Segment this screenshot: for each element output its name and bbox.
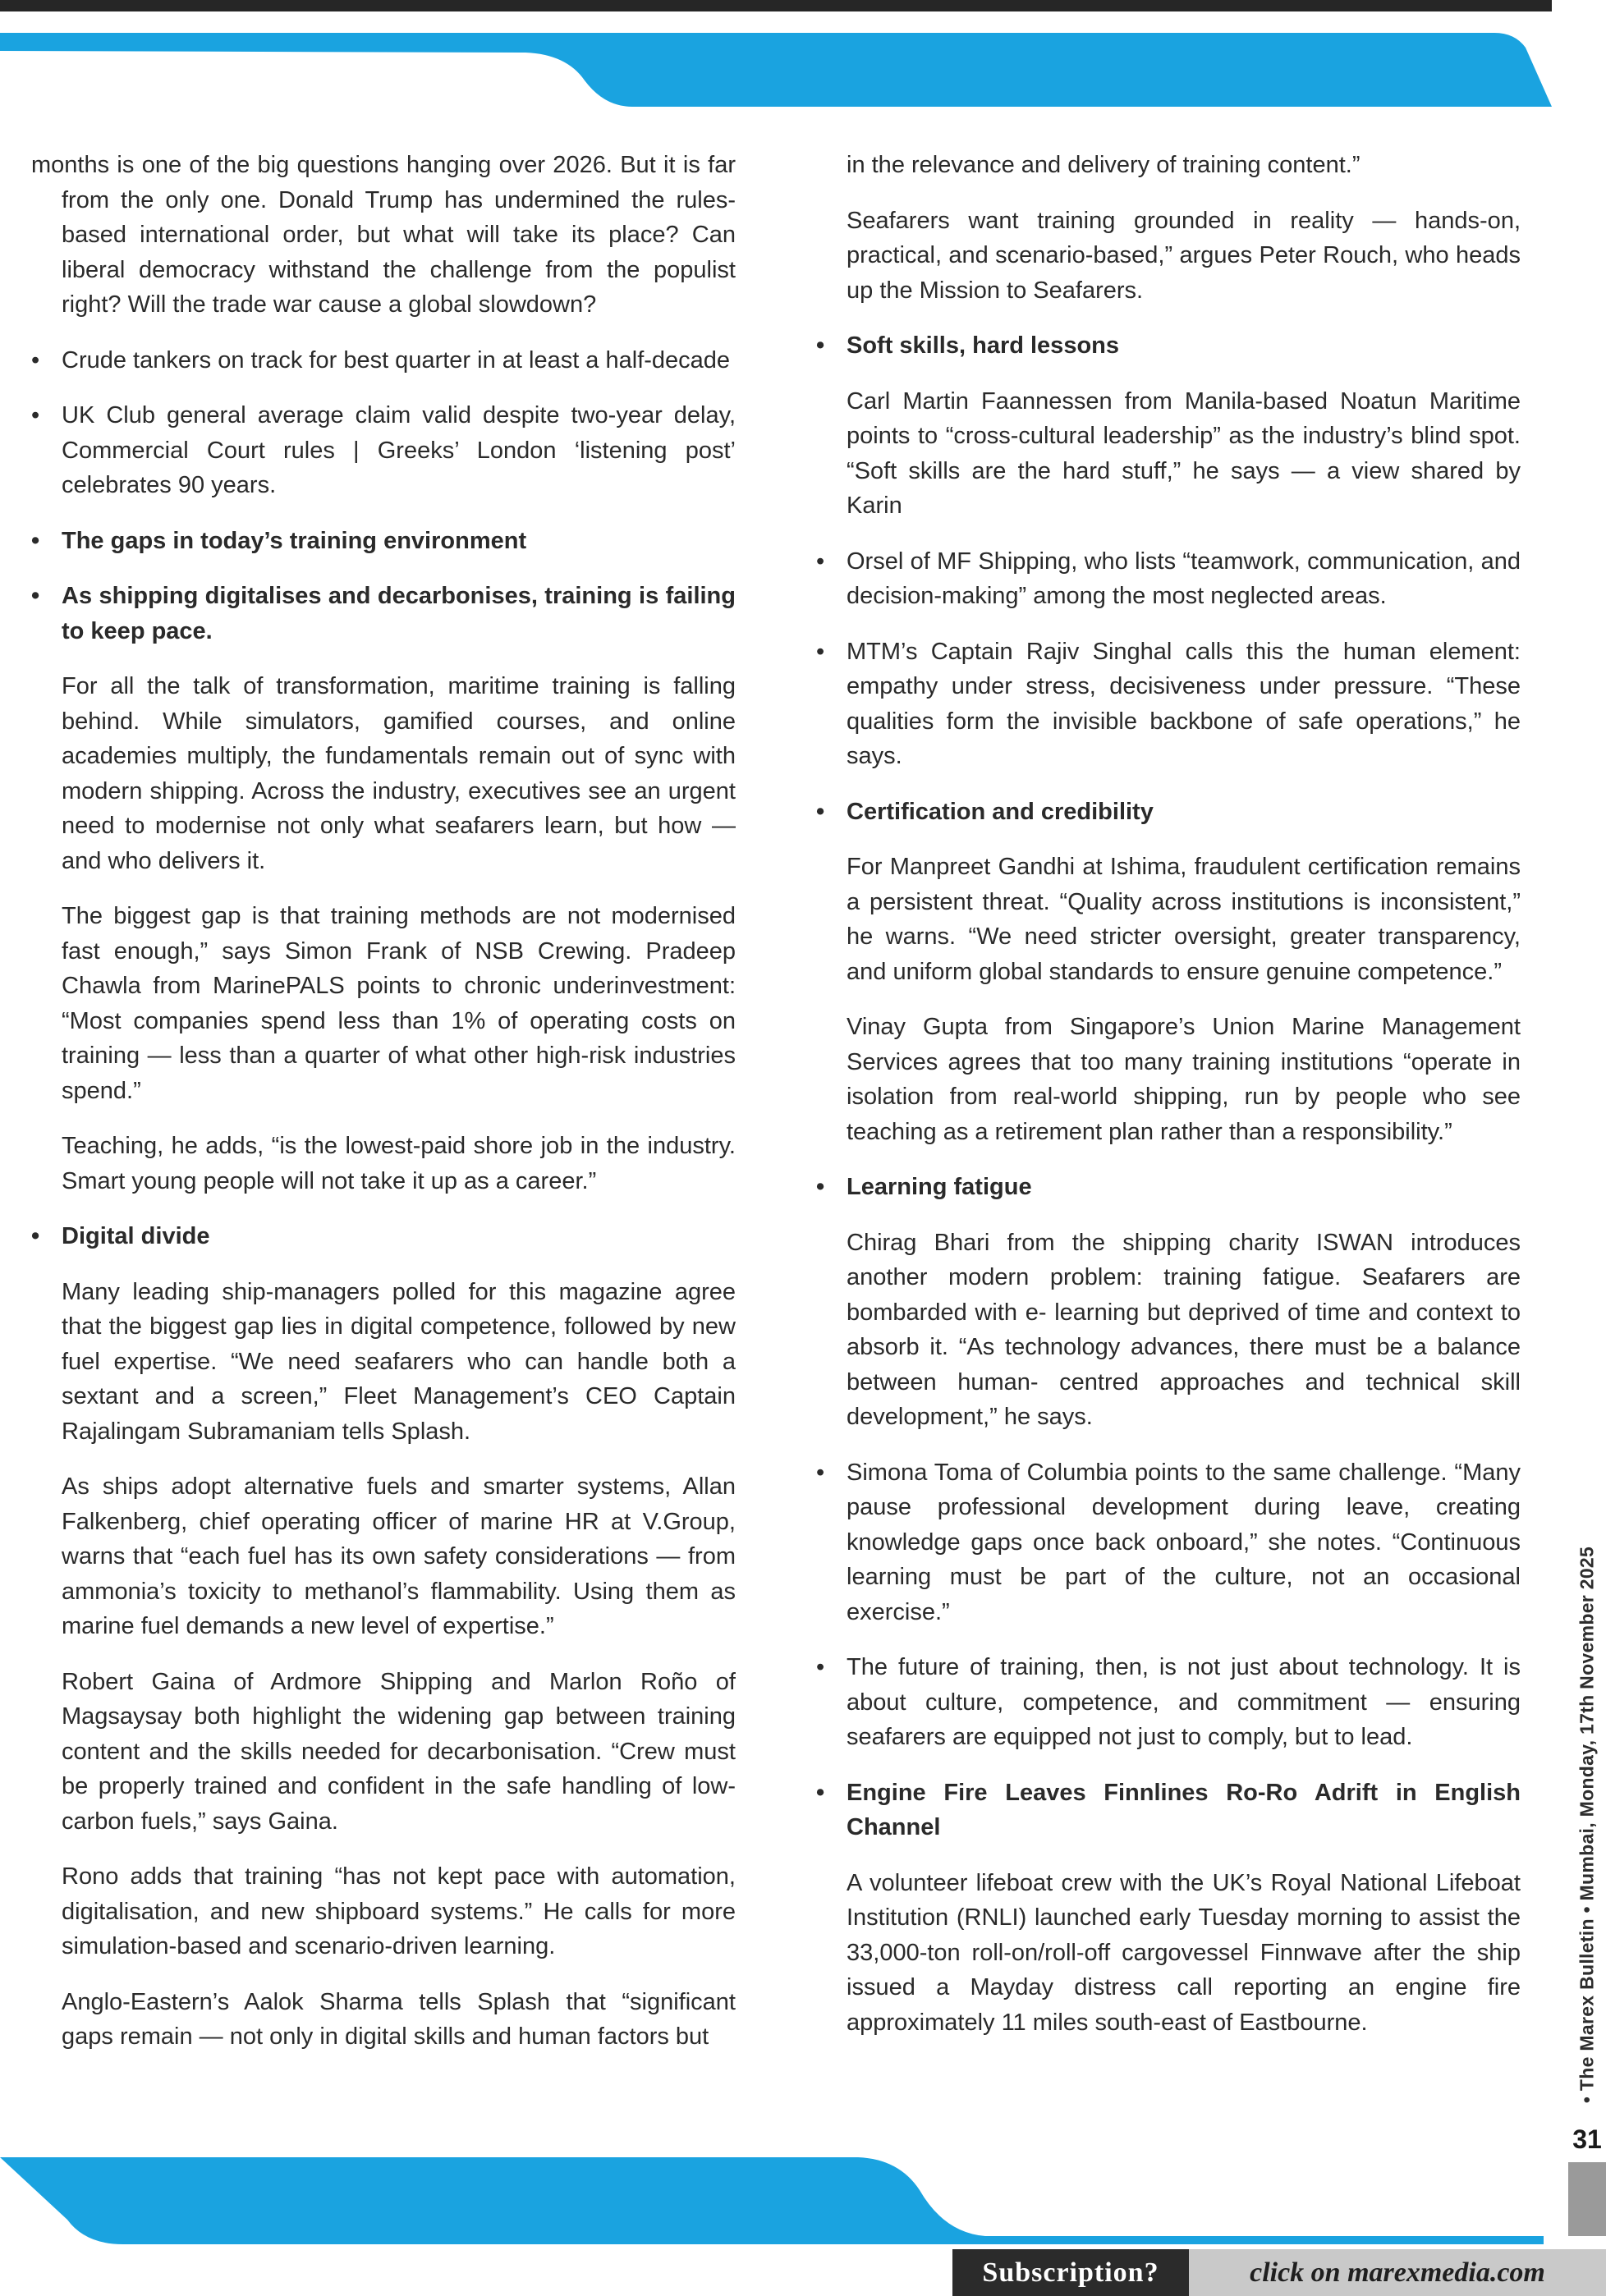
top-blue-wave-banner	[0, 30, 1606, 112]
heading-soft-skills: • Soft skills, hard lessons	[816, 328, 1521, 364]
paragraph-rono: Rono adds that training “has not kept pace with automation, digitalisation, and new shipboard systems.” He calls for more simulation-based and scenario-driven learning.	[62, 1863, 736, 1959]
left-intro-paragraph: months is one of the big questions hanging over 2026. But it is far from the only one. Donald Trump has undermined the rules-based international order, but what will take its place? Can liberal democracy withstand the challenge from the populist right? Will the trade war cause a global slowdown?	[31, 152, 736, 318]
paragraph-biggest-gap: The biggest gap is that training methods are not modernised fast enough,” says Simon Frank of NSB Crewing. Pradeep Chawla from MarinePALS points to chronic underinvestment: “Most companies spend less than 1% of operating costs on training — less than a quarter of what other high-risk industries spend.”	[62, 903, 736, 1104]
heading-training-gaps: • The gaps in today’s training environment	[31, 524, 736, 559]
right-article-column	[816, 148, 1521, 2060]
subscription-link[interactable]: click on marexmedia.com	[1189, 2249, 1606, 2296]
paragraph-gupta: Vinay Gupta from Singapore’s Union Marine Management Services agrees that too many training institutions “operate in isolation from real-world shipping, run by people who see teaching as a retirement plan rather than a responsibility.”	[847, 1014, 1521, 1145]
paragraph-gaina: Robert Gaina of Ardmore Shipping and Marlon Roño of Magsaysay both highlight the widening gap between training content and the skills needed for decarbonisation. “Crew must be properly trained and confident in the safe handling of low-carbon fuels,” says Gaina.	[62, 1668, 736, 1835]
heading-learning-fatigue: • Learning fatigue	[816, 1170, 1521, 1205]
heading-digital-divide: • Digital divide	[31, 1219, 736, 1254]
bottom-blue-wave-banner	[0, 2157, 1606, 2244]
paragraph-alternative-fuels: As ships adopt alternative fuels and smarter systems, Allan Falkenberg, chief operating officer of marine HR at V.Group, warns that “each fuel has its own safety considerations — from ammonia’s toxicity to methanol’s flammability. Using them as marine fuel demands a new level of expertise.”	[62, 1473, 736, 1639]
paragraph-faannessen: Carl Martin Faannessen from Manila-based Noatun Maritime points to “cross-cultural leadership” as the industry’s blind spot. “Soft skills are the hard stuff,” he says — a view shared by Karin	[847, 387, 1521, 519]
heading-engine-fire: • Engine Fire Leaves Finnlines Ro-Ro Adrift in English Channel	[816, 1776, 1521, 1845]
paragraph-relevance: in the relevance and delivery of training content.”	[847, 152, 1361, 178]
bullet-uk-club: • UK Club general average claim valid despite two-year delay, Commercial Court rules | Greeks’ London ‘listening post’ celebrates 90 years.	[31, 398, 736, 503]
heading-certification: • Certification and credibility	[816, 795, 1521, 830]
bullet-singhal: • MTM’s Captain Rajiv Singhal calls this the human element: empathy under stress, decisiveness under pressure. “These qualities form the invisible backbone of safe operations,” he says.	[816, 635, 1521, 774]
paragraph-anglo-eastern: Anglo-Eastern’s Aalok Sharma tells Splash that “significant gaps remain — not only in digital skills and human factors but	[62, 1988, 736, 2050]
bullet-future-training: • The future of training, then, is not just about technology. It is about culture, competence, and commitment — ensuring seafarers are equipped not just to comply, but to lead.	[816, 1650, 1521, 1755]
bullet-orsel: • Orsel of MF Shipping, who lists “teamwork, communication, and decision-making” among the most neglected areas.	[816, 544, 1521, 614]
bottom-wave-shape	[0, 2157, 1544, 2244]
paragraph-seafarers-want: Seafarers want training grounded in reality — hands-on, practical, and scenario-based,” argues Peter Rouch, who heads up the Mission to Seafarers.	[847, 207, 1521, 304]
paragraph-transformation: For all the talk of transformation, maritime training is falling behind. While simulators, gamified courses, and online academies multiply, the fundamentals remain out of sync with modern shipping. Across the industry, executives see an urgent need to modernise not only what seafarers learn, but how — and who delivers it.	[62, 673, 736, 874]
subscription-label: Subscription?	[952, 2249, 1189, 2296]
page-number: 31	[1572, 2124, 1602, 2154]
paragraph-gandhi: For Manpreet Gandhi at Ishima, fraudulent certification remains a persistent threat. “Quality across institutions is inconsistent,” he warns. “We need stricter oversight, greater transparency, and uniform global standards to ensure genuine competence.”	[847, 854, 1521, 985]
top-dark-bar	[0, 0, 1552, 11]
sidebar-masthead-text: • The Marex Bulletin • Mumbai, Monday, 17th November 2025	[1576, 1546, 1598, 2104]
top-wave-shape	[0, 33, 1552, 107]
left-article-column	[31, 148, 736, 2075]
paragraph-ship-managers: Many leading ship-managers polled for this magazine agree that the biggest gap lies in digital competence, followed by new fuel expertise. “We need seafarers who can handle both a sextant and a screen,” Fleet Management’s CEO Captain Rajalingam Subramaniam tells Splash.	[62, 1278, 736, 1445]
paragraph-bhari: Chirag Bhari from the shipping charity ISWAN introduces another modern problem: training fatigue. Seafarers are bombarded with e- learning but deprived of time and context to absorb it. “As technology advances, there must be a balance between human- centred approaches and technical skill development,” he says.	[847, 1229, 1521, 1430]
bullet-toma: • Simona Toma of Columbia points to the same challenge. “Many pause professional development during leave, creating knowledge gaps once back onboard,” she notes. “Continuous learning must be part of the culture, not an occasional exercise.”	[816, 1455, 1521, 1630]
heading-digitalises: • As shipping digitalises and decarbonises, training is failing to keep pace.	[31, 579, 736, 648]
sidebar-masthead	[1568, 1509, 1606, 2141]
bullet-crude-tankers: • Crude tankers on track for best quarter in at least a half-decade	[31, 343, 736, 378]
paragraph-rnli: A volunteer lifeboat crew with the UK’s Royal National Lifeboat Institution (RNLI) launched early Tuesday morning to assist the 33,000-ton roll-on/roll-off cargovessel Finnwave after the ship issued a Mayday distress call reporting an engine fire approximately 11 miles south-east of Eastbourne.	[847, 1869, 1521, 2036]
paragraph-teaching: Teaching, he adds, “is the lowest-paid shore job in the industry. Smart young people will not take it up as a career.”	[62, 1133, 736, 1194]
